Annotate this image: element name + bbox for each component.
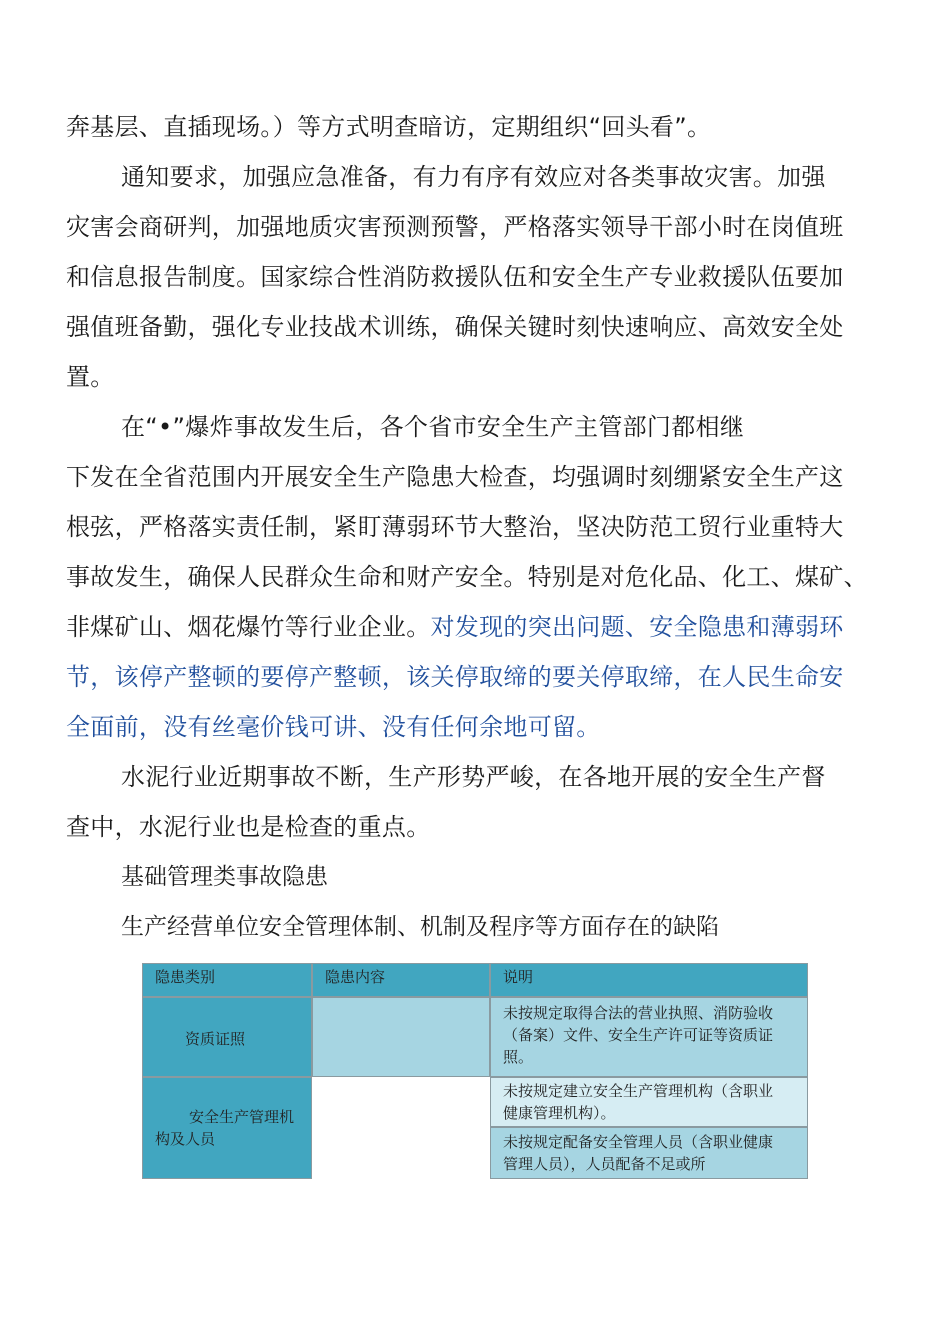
category-line: 构及人员 [155, 1130, 216, 1148]
note-line: 照。 [503, 1048, 534, 1066]
table-cell-content [312, 997, 490, 1077]
highlighted-text-line: 节，该停产整顿的要停产整顿，该关停取缔的要关停取缔，在人民生命安 [66, 663, 844, 691]
section-heading: 生产经营单位安全管理体制、机制及程序等方面存在的缺陷 [121, 914, 719, 940]
body-text-line: 在“•”爆炸事故发生后，各个省市安全生产主管部门都相继 [121, 413, 745, 441]
table-cell-note [490, 1077, 808, 1127]
note-line: （备案）文件、安全生产许可证等资质证 [503, 1026, 774, 1044]
body-text-line: 水泥行业近期事故不断，生产形势严峻，在各地开展的安全生产督 [121, 763, 826, 791]
table-cell-category: 资质证照 [142, 997, 312, 1077]
body-text-line [66, 612, 844, 642]
body-text-line: 事故发生，确保人民群众生命和财产安全。特别是对危化品、化工、煤矿、 [66, 563, 868, 591]
body-text-line: 和信息报告制度。国家综合性消防救援队伍和安全生产专业救援队伍要加 [66, 263, 844, 291]
note-line: 健康管理机构）。 [503, 1104, 616, 1122]
note-line: 未按规定配备安全管理人员（含职业健康 [503, 1133, 774, 1151]
highlighted-text: 对发现的突出问题、安全隐患和薄弱环 [430, 613, 844, 641]
table-cell-note [490, 1127, 808, 1179]
category-line: 安全生产管理机 [189, 1108, 295, 1126]
body-text-line: 奔基层、直插现场。）等方式明查暗访，定期组织“回头看”。 [66, 113, 712, 141]
body-text-line: 置。 [66, 363, 115, 391]
table-header-note: 说明 [490, 963, 808, 997]
table-cell-category [142, 1077, 312, 1179]
note-line: 未按规定建立安全生产管理机构（含职业 [503, 1082, 774, 1100]
body-text-line: 通知要求，加强应急准备，有力有序有效应对各类事故灾害。加强 [121, 163, 826, 191]
body-text-line: 根弦，严格落实责任制，紧盯薄弱环节大整治，坚决防范工贸行业重特大 [66, 513, 844, 541]
body-text-line: 查中，水泥行业也是检查的重点。 [66, 813, 431, 841]
note-line: 未按规定取得合法的营业执照、消防验收 [503, 1004, 774, 1022]
body-text-line: 强值班备勤，强化专业技战术训练，确保关键时刻快速响应、高效安全处 [66, 313, 844, 341]
body-text-line: 下发在全省范围内开展安全生产隐患大检查，均强调时刻绷紧安全生产这 [66, 463, 844, 491]
section-heading: 基础管理类事故隐患 [121, 864, 328, 890]
body-text-line: 灾害会商研判，加强地质灾害预测预警，严格落实领导干部小时在岗值班 [66, 213, 844, 241]
table-header-category: 隐患类别 [142, 963, 312, 997]
body-text-segment: 非煤矿山、烟花爆竹等行业企业。 [66, 613, 431, 641]
table-cell-content [312, 1077, 490, 1179]
table-cell-note [490, 997, 808, 1077]
note-line: 管理人员），人员配备不足或所 [503, 1155, 706, 1173]
table-header-content: 隐患内容 [312, 963, 490, 997]
highlighted-text-line: 全面前，没有丝毫价钱可讲、没有任何余地可留。 [66, 713, 601, 741]
